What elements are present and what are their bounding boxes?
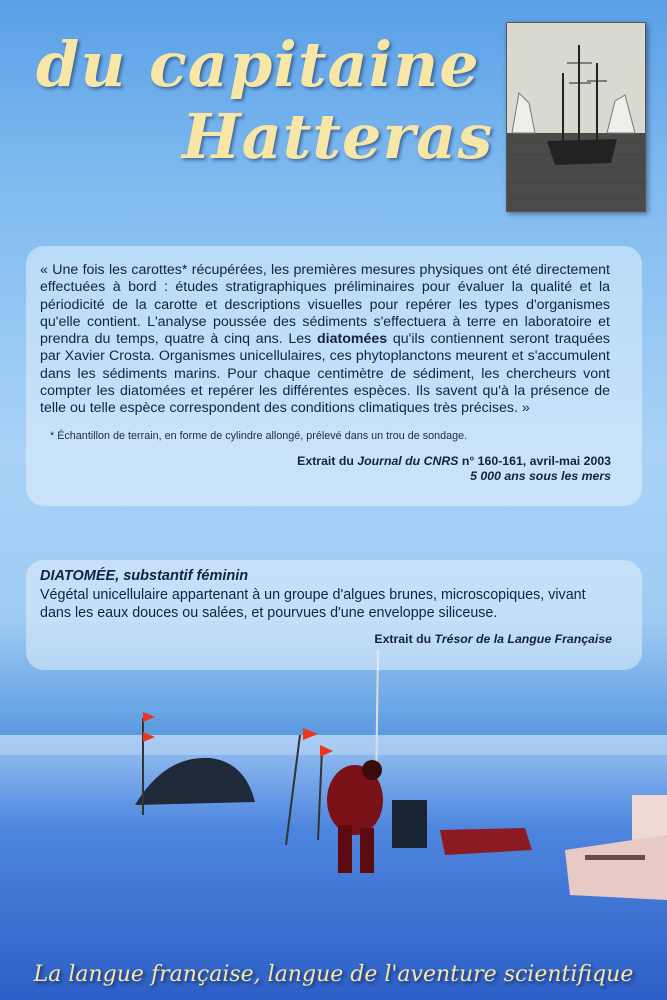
tent xyxy=(135,758,255,805)
source-issue: n° 160-161, avril-mai 2003 xyxy=(458,454,611,468)
field-hut xyxy=(565,795,667,900)
ship-engraving xyxy=(506,22,646,212)
drilling-equipment xyxy=(392,800,427,848)
footnote: * Échantillon de terrain, en forme de cylindre allongé, prélevé dans un trou de sondage. xyxy=(50,430,468,442)
source-article-title: 5 000 ans sous les mers xyxy=(470,469,611,483)
horizon-haze xyxy=(0,735,667,755)
quote-after-bold: qu'ils contiennent seront traquées par Xavier Crosta. Organismes unicellulaires, ces phytoplanctons meurent et s'accumulent dans les sédiments marins. Pour chaque centimètre de sédiment, les chercheurs vont compter les diatomées et repérer les différentes espèces. Ils savent qu'à la présence de telle ou telle espèce correspondent des conditions climatiques très précises. » xyxy=(40,331,610,417)
quote-bold-term: diatomées xyxy=(316,331,388,348)
quote-before-bold: « Une fois les carottes* récupérées, les premières mesures physiques ont été directement effectuées à bord : études stratigraphiques préliminaires pour évaluer la qualité et la périodicité de la carotte et descriptions visuelles pour repérer les types d'organismes qu'elle contient. L'analyse poussée des sédiments s'effectuera à terre en laboratoire et prendra du temps, quatre à cinq ans. Les xyxy=(40,262,610,348)
definition-source-prefix: Extrait du xyxy=(374,632,435,646)
source-prefix: Extrait du xyxy=(297,454,358,468)
sled xyxy=(440,828,532,855)
field-scene-illustration xyxy=(0,650,667,1000)
quote-text xyxy=(40,262,610,418)
scientist-figure xyxy=(327,760,383,873)
source-cnrs xyxy=(297,454,611,484)
definition-source xyxy=(374,632,612,646)
source-journal: Journal du CNRS xyxy=(357,454,459,468)
title-line-1: du capitaine xyxy=(36,28,480,101)
footer-tagline: La langue française, langue de l'aventure scientifique xyxy=(33,962,634,987)
definition-text: Végétal unicellulaire appartenant à un groupe d'algues brunes, microscopiques, vivant dans les eaux douces ou salées, et pourvues d'une enveloppe siliceuse. xyxy=(40,587,586,621)
title-line-2: Hatteras xyxy=(182,100,494,173)
definition-source-title: Trésor de la Langue Française xyxy=(434,632,612,646)
definition-heading: DIATOMÉE, substantif féminin xyxy=(40,568,249,584)
